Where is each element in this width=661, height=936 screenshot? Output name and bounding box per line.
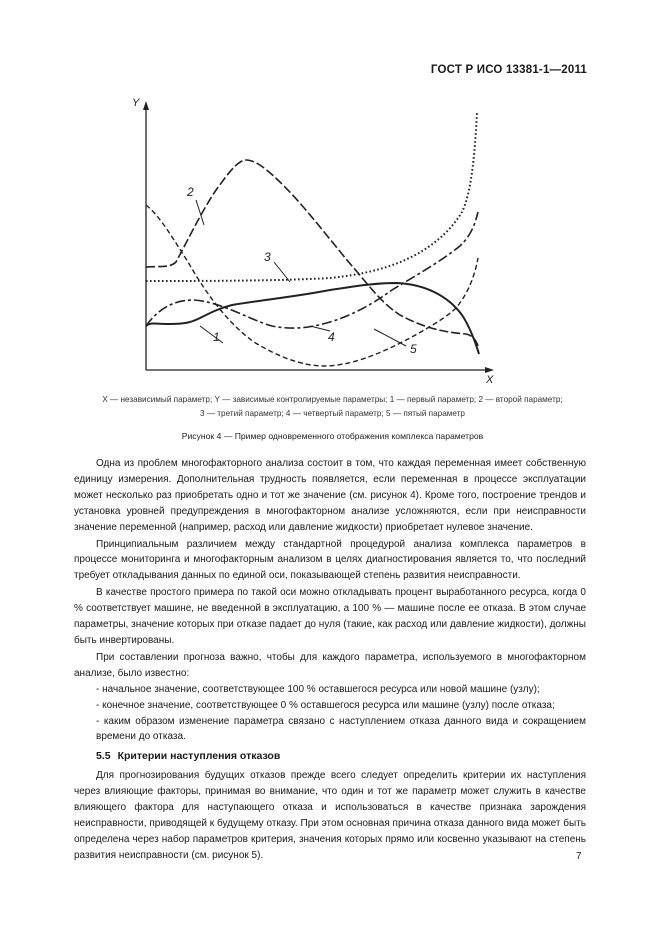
section-heading: [74, 749, 586, 765]
paragraph-4: При составлении прогноза важно, чтобы для каждого параметра, используемого в многофакторном анализе, было известно:: [74, 651, 586, 679]
requirements-list: [74, 682, 586, 746]
y-axis-label: Y: [132, 97, 140, 109]
x-axis-label: X: [486, 374, 494, 386]
paragraph-3: В качестве простого примера по такой оси можно откладывать процент выработанного ресурса, когда 0 % соответствует машине, не введенной в эксплуатацию, а 100 % — машине после ее отказа. В этом случае параметры, значение которых при отказе падает до нуля (такие, как расход или давление жидкости), должны быть инвертированы.: [74, 587, 586, 646]
curve-2: [146, 160, 478, 346]
curve-label-1: 1: [213, 330, 220, 344]
leader-5: [374, 329, 406, 346]
x-axis-arrow: [485, 367, 494, 373]
document-header: ГОСТ Р ИСО 13381-1—2011: [430, 64, 587, 76]
curve-1: [146, 283, 479, 354]
leader-3: [274, 262, 290, 282]
paragraph-5: Для прогнозирования будущих отказов прежде всего следует определить критерии их наступления через влияющие факторы, принимая во внимание, что один и тот же параметр может служить в качестве влияющего фактора для наступающего отказа и использоваться в качестве признака зарождения неисправности, приводящей к будущему отказу. При этом основная причина отказа данного вида может быть определена через набор параметров критерия, значения которых прямо или косвенно указывают на степень развития неисправности (см. рисунок 5).: [74, 770, 586, 861]
figure-caption: Рисунок 4 — Пример одновременного отображения комплекса параметров: [181, 431, 484, 441]
paragraph-1: Одна из проблем многофакторного анализа состоит в том, что каждая переменная имеет собственную единицу измерения. Дополнительная трудность появляется, если переменная в процессе эксплуатации может несколько раз приобретать одно и тот же значение (см. рисунок 4). Кроме того, построение трендов и установка уровней предупреждения в многофакторном анализе усложняются, если при неисправности значение переменной (например, расход или давление жидкости) приобретает нулевое значение.: [74, 458, 586, 533]
list-item: - начальное значение, соответствующее 100 % оставшегося ресурса или новой машине (узлу);: [96, 683, 540, 695]
curve-label-4: 4: [328, 330, 335, 344]
paragraph-2: Принципиальным различием между стандартной процедурой анализа комплекса параметров в процессе мониторинга и многофакторным анализом в целях диагностирования является то, что последний требует откладывания данных по единой оси, показывающей степень развития неисправности.: [74, 538, 586, 582]
list-item: - каким образом изменение параметра связано с наступлением отказа данного вида и сокращением времени до отказа.: [96, 715, 586, 743]
curve-4: [146, 212, 478, 328]
legend-line-1: X — независимый параметр; Y — зависимые контролируемые параметры; 1 — первый параметр; 2 — второй параметр;: [102, 395, 563, 404]
page-number: 7: [576, 851, 582, 862]
section-number: 5.5: [96, 750, 111, 763]
curve-5: [146, 205, 478, 366]
leader-4: [310, 326, 330, 331]
list-item: - конечное значение, соответствующее 0 % оставшегося ресурса или машине (узлу) после отказа;: [96, 699, 555, 711]
figure-legend: [60, 393, 605, 421]
curve-label-5: 5: [410, 342, 417, 356]
curve-3: [146, 112, 477, 281]
curve-label-2: 2: [187, 185, 194, 199]
legend-line-2: 3 — третий параметр; 4 — четвертый параметр; 5 — пятый параметр: [200, 409, 465, 418]
body-text: [74, 456, 586, 864]
parameters-figure: [120, 90, 500, 390]
section-title: Критерии наступления отказов: [117, 750, 281, 763]
y-axis-arrow: [143, 101, 149, 110]
curve-label-3: 3: [264, 250, 271, 264]
